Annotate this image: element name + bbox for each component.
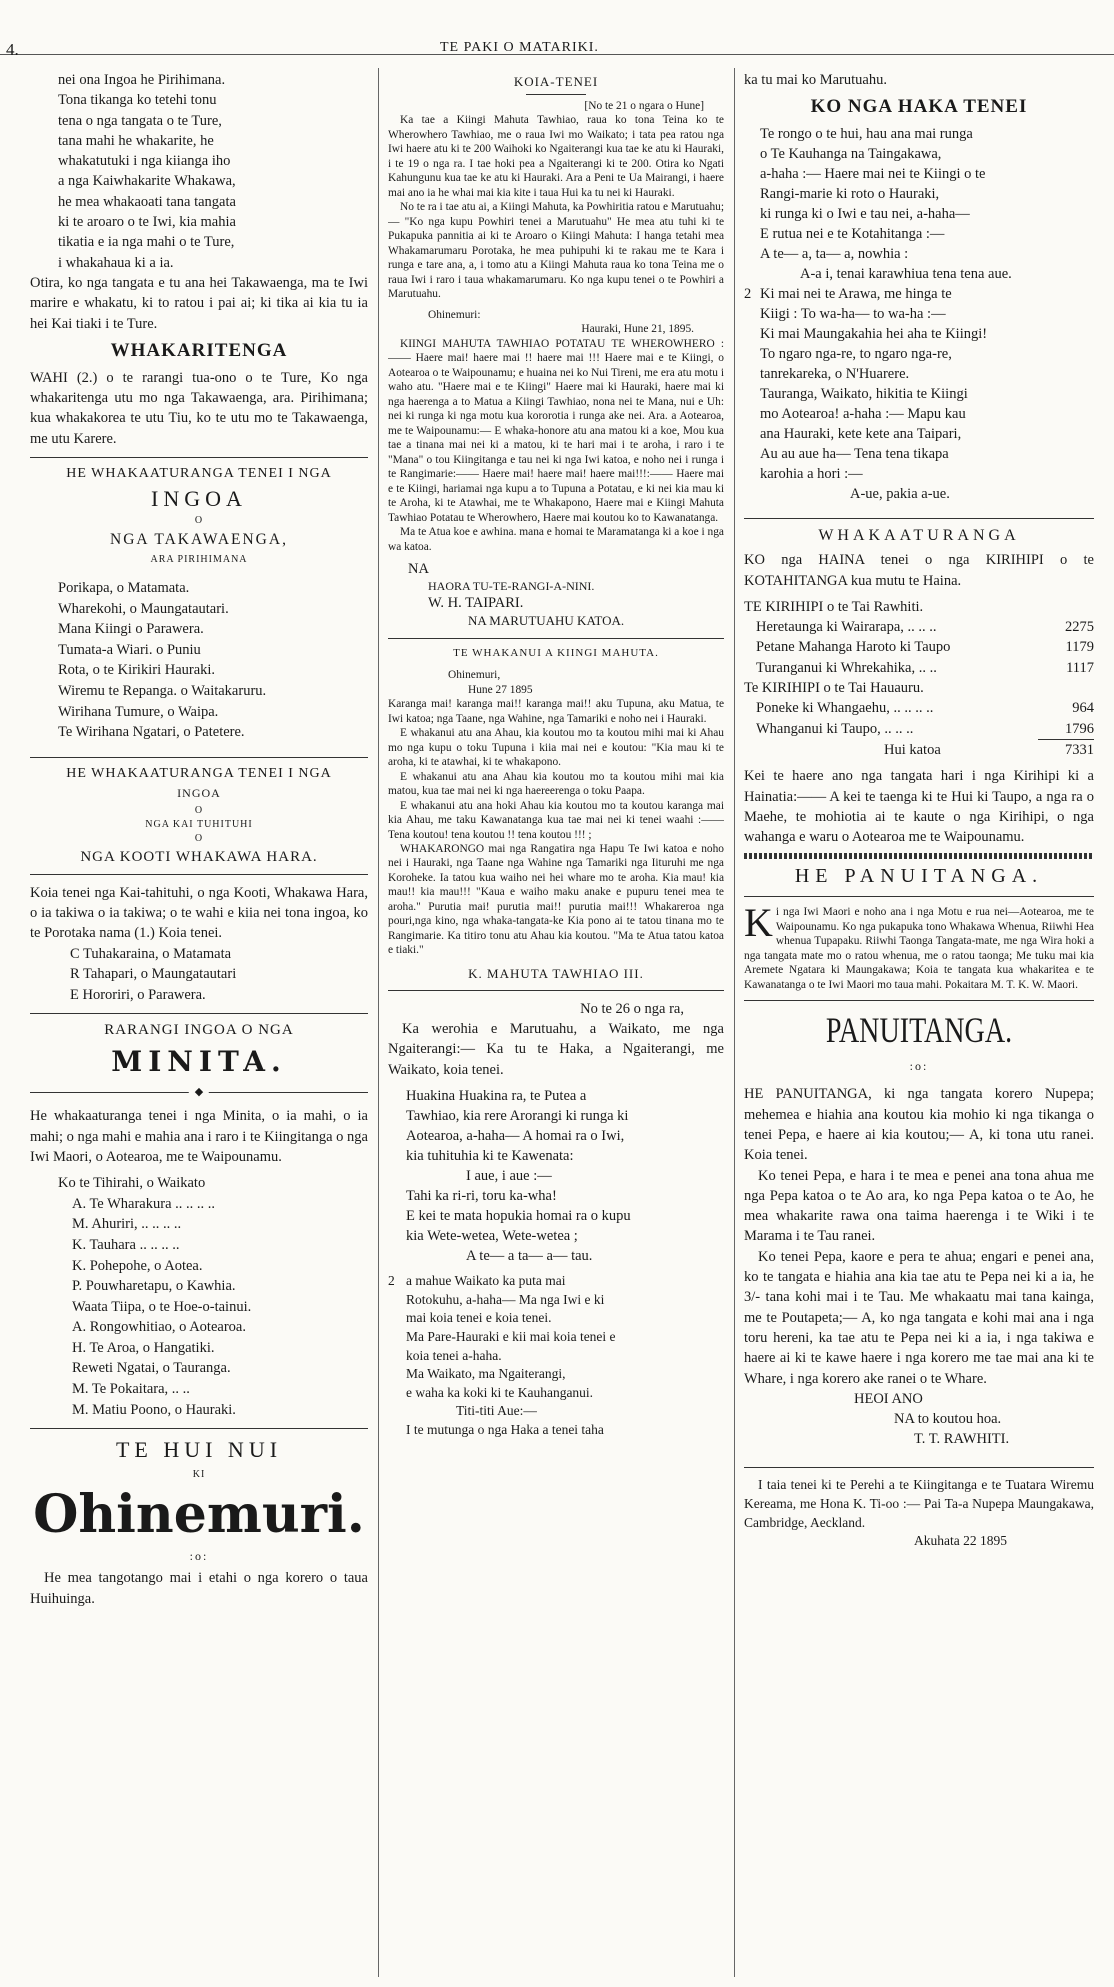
whakanui-paragraph: WHAKARONGO mai nga Rangatira nga Hapu Te Iwi katoa e noho nei i Hauraki, nga Taane nga Wahine nga Tamariki nga Iituruhi me nga Koroheke. Ia tatou kua waiho nei hei whare mo te aroha. Kia mau! kia mau!! kia mau!!! "Kaua e waiho maku anake e pupuru tenei mea te aroha." Purutia mai! purutia mai!! purutia mai!!! Whakareroa nga pouri,nga kino, nga whaka-tangata-ke Kia pono ai te tatou tinana mo te Rangimarie. Ka titiro tonu atu Ahau kia koutou. "Ma te Atua tatou katoa e tiaki." xyxy=(388,843,724,957)
list-item: K. Pohepohe, o Aotea. xyxy=(72,1257,203,1274)
place-cell: Heretaunga ki Wairarapa, .. .. .. xyxy=(756,619,937,636)
verse-line: ki runga ki o Iwi e tau nei, a-haha— xyxy=(760,206,970,223)
page-number: 4. xyxy=(6,40,19,59)
notice-heading-ingoa: INGOA xyxy=(151,486,247,512)
koia-tenei-heading: KOIA-TENEI xyxy=(513,74,599,89)
intro-line: nei ona Ingoa he Pirihimana. xyxy=(58,72,226,88)
otira-paragraph: Otira, ko nga tangata e tu ana hei Takawaenga, ma te Iwi marire e whakatu, ki to ratou i pai ai; ki tika ai kia tu ia hei Kai tiaki i te Ture. xyxy=(30,274,368,332)
column-3 xyxy=(744,70,1094,1977)
verse-line: A te— a, ta— a, nowhia : xyxy=(760,246,909,263)
verse-line: kia Wete-wetea, Wete-wetea ; xyxy=(406,1228,578,1245)
kooti-list xyxy=(30,944,368,1006)
divider xyxy=(30,1428,368,1429)
place-cell: Turanganui ki Whrekahika, .. .. xyxy=(756,659,937,676)
minita-notice xyxy=(30,1022,368,1420)
table-row xyxy=(744,637,1094,657)
list-item: R Tahapari, o Maungatautari xyxy=(70,966,237,983)
whakanui-paragraph: E whakanui atu ana Ahau, kia koutou mo ta koutou mihi mai ki Ahau mo nga kupu o toku Tupuna i kiia mai nei e koutou: "Kia mau ki te aroha, ki te atawhai, ki te whakapono. xyxy=(388,727,724,769)
continued-line: ka tu mai ko Marutuahu. xyxy=(744,72,887,88)
intro-line: tikatia e ia nga mahi o te Ture, xyxy=(58,234,235,251)
imprint: I taia tenei ki te Perehi a te Kiingitanga e te Tuatara Wiremu Kereama, me Hona K. Ti-oo :— Pai Ta-a Nupepa Maungakawa, Cambridge, Aeckland. xyxy=(744,1476,1094,1530)
count-cell: 1796 xyxy=(1065,720,1094,737)
count-cell: 1179 xyxy=(1065,639,1094,656)
panuitanga-heading: HE PANUITANGA. xyxy=(794,865,1044,888)
verse-line: Rotokuhu, a-haha— Ma nga Iwi e ki xyxy=(406,1291,605,1307)
notice-kooti: NGA KOOTI WHAKAWA HARA. xyxy=(80,848,318,865)
verse-line: Kiigi : To wa-ha— to wa-ha :— xyxy=(760,306,946,323)
divider xyxy=(30,1013,368,1014)
column-rule-2 xyxy=(734,68,735,1977)
verse-line: Ma Pare-Hauraki e kii mai koia tenei e xyxy=(406,1328,616,1344)
verse-line: E kei te mata hopukia homai ra o kupu xyxy=(406,1208,631,1225)
verse-line: To ngaro nga-re, to ngaro nga-re, xyxy=(760,346,952,363)
intro-line: tena o nga tangata o te Ture, xyxy=(58,112,222,129)
ingoa-notice xyxy=(30,466,368,743)
list-item: Wirihana Tumure, o Waipa. xyxy=(58,703,219,720)
newspaper-title: TE PAKI O MATARIKI. xyxy=(440,40,599,55)
intro-line: he mea whakaoati tana tangata xyxy=(58,193,236,210)
notice-takawaenga: NGA TAKAWAENGA, xyxy=(110,531,288,549)
divider xyxy=(744,1000,1094,1001)
place: Ohinemuri, xyxy=(448,669,501,682)
verse-line: Rangi-marie ki roto o Hauraki, xyxy=(760,186,940,203)
hui-body: He mea tangotango mai i etahi o nga korero o taua Huihuinga. xyxy=(30,1570,368,1607)
hui-ki: KI xyxy=(192,1469,206,1481)
article-paragraph: Ma te Atua koe e awhina. mana e homai te Maramatanga ki a koe i nga wa katoa. xyxy=(388,526,724,553)
verse-line: Tahi ka ri-ri, toru ka-wha! xyxy=(406,1188,557,1205)
verse-line: Te rongo o te hui, hau ana mai runga xyxy=(760,126,973,143)
whakanui-paragraph: E whakanui atu ana Ahau kia koutou mo ta koutou mihi mai kia matou, kua tae mai nei ki nga haereerenga o toku Paapa. xyxy=(388,770,724,798)
article-paragraph: KIINGI MAHUTA TAWHIAO POTATAU TE WHEROWHERO :—— Haere mai! haere mai !! haere mai !!! Haere mai e te Kiingi, o Aotearoa o te Waipounamu; e huaina nei ko Nui Tireni, me era atu motu i waho atu. "Haere mai e te Kiingi" Haere mai ki Hauraki, haere mai ki nga haerenga a to Matua a Kiingi Tawhiao, nona nei te Mana, nui e Uh: nei ki runga ki nga motu kua kororotia i runga ake nei. Ara. a Aotearoa, me te Waipounamu:— E whaka-honore atu ana matou ki a koe, Mou kua tae a tinana mai nei ki a matou, ki te hari mai i te aroha, i raro i te "Mana" o tou Kiingitanga e tau nei ki nga Iwi katoa, e noho nei i runga i te Rangimarie:—— Haere mai! haere mai! haere mai!!!:—— Haere mai e te Kiingi, hariamai nga kupu a to Tupuna a Potatau, e ki nei kia mau ki te Aroha, ki te Atawhai, me te Whakapono, Haere mai e Kiingi Mahuta Tawhiao Potatau te Wherowhero, Haere mai koutou ko to Kawanatanga. xyxy=(388,337,724,524)
minita-list xyxy=(30,1173,368,1420)
haka-date: No te 26 o nga ra, xyxy=(580,1000,684,1017)
haka-heading: KO NGA HAKA TENEI xyxy=(810,96,1028,118)
drop-cap: K xyxy=(744,900,773,946)
notice-kai-tuhituhi: NGA KAI TUHITUHI xyxy=(145,818,253,830)
hauauru-table xyxy=(744,698,1094,760)
sign-na: NA xyxy=(408,561,429,578)
kooti-notice xyxy=(30,766,368,1006)
column-1 xyxy=(30,70,368,1977)
verse-number: 2 xyxy=(744,286,752,303)
divider xyxy=(744,896,1094,897)
list-item: C Tuhakaraina, o Matamata xyxy=(70,945,232,962)
verse-line: A-a i, tenai karawhiua tena tena aue. xyxy=(800,266,1012,283)
minita-body: He whakaaturanga tenei i nga Minita, o ia mahi, o ia mahi; o nga mahi e mahia ana i raro i te Kiingitanga o nga Iwi Maori, o Aotearoa, me te Waipounamu. xyxy=(30,1108,368,1165)
panuitanga-big-heading: PANUITANGA. xyxy=(825,1010,1013,1051)
diamond-icon: ◆ xyxy=(189,1086,209,1098)
verse-line: mai koia tenei e koia tenei. xyxy=(406,1310,552,1326)
verse-line: o Te Kauhanga na Taingakawa, xyxy=(760,146,942,163)
notice-ingoa: INGOA xyxy=(177,785,221,800)
verse-line: Ki mai Maungakahia hei aha te Kiingi! xyxy=(760,326,988,343)
list-item: Te Wirihana Ngatari, o Patetere. xyxy=(58,724,245,741)
list-item: Wharekohi, o Maungatautari. xyxy=(58,600,229,617)
verse-line: koia tenei a-haha. xyxy=(406,1347,502,1363)
verse-line: karohia a hori :— xyxy=(760,466,863,483)
whakaritenga-heading: WHAKARITENGA xyxy=(110,339,288,361)
signatory: HAORA TU-TE-RANGI-A-NINI. xyxy=(428,578,595,593)
verse-line: Aotearoa, a-haha— A homai ra o Iwi, xyxy=(406,1128,625,1145)
intro-line: ki te aroaro o te Iwi, kia mahia xyxy=(58,214,236,231)
list-item: Reweti Ngatai, o Tauranga. xyxy=(72,1360,231,1377)
verse-line: E rutua nei e te Kotahitanga :— xyxy=(760,226,945,243)
date: Hauraki, Hune 21, 1895. xyxy=(581,323,694,336)
place-cell: Poneke ki Whangaehu, .. .. .. .. xyxy=(756,700,934,717)
total-label: Hui katoa xyxy=(884,741,941,758)
notice-heading: HE WHAKAATURANGA TENEI I NGA xyxy=(66,466,332,482)
count-cell: 1117 xyxy=(1066,659,1094,676)
hui-heading: TE HUI NUI xyxy=(115,1437,283,1463)
count-cell: 2275 xyxy=(1065,619,1094,636)
place-cell: Petane Mahanga Haroto ki Taupo xyxy=(756,639,951,656)
divider xyxy=(30,874,368,875)
separator: :o: xyxy=(909,1059,929,1074)
rawhiti-heading: TE KIRIHIPI o te Tai Rawhiti. xyxy=(744,598,924,615)
minita-heading: MINITA. xyxy=(111,1045,287,1079)
list-item: E Hororiri, o Parawera. xyxy=(70,986,206,1003)
kirihipi-body: Kei te haere ano nga tangata hari i nga Kirihipi ki a Hainatia:—— A kei te taenga ki te Hui ki Taupo, a nga ra o Maehe, te mohiotia ai te kaute o nga Kirihipi, o nga wahanga e waru o Aotearoa me te Waipounamu. xyxy=(744,768,1094,846)
list-item: A. Te Wharakura .. .. .. .. xyxy=(72,1195,216,1212)
list-item: H. Te Aroa, o Hangatiki. xyxy=(72,1339,215,1356)
kirihipi-intro: KO nga HAINA tenei o nga KIRIHIPI o te KOTAHITANGA kua mutu te Haina. xyxy=(744,552,1094,589)
divider xyxy=(388,638,724,639)
verse-line: I aue, i aue :— xyxy=(466,1168,552,1185)
wahi-paragraph: WAHI (2.) o te rarangi tua-ono o te Ture, Ko nga whakaritenga utu mo nga Takawaenga, ara. Pirihimana; kua whakakorea te utu Tiu, ko te utu mo te Takawaenga, me utu Karere. xyxy=(30,369,368,447)
pirihimana-intro xyxy=(30,70,368,273)
verse-line: A-ue, pakia a-ue. xyxy=(850,486,950,503)
verse-number: 2 xyxy=(388,1273,395,1289)
count-cell: 964 xyxy=(1072,700,1094,717)
hui-notice xyxy=(30,1437,368,1609)
divider xyxy=(30,457,368,458)
list-item: Mana Kiingi o Parawera. xyxy=(58,621,204,638)
notice-body: i nga Iwi Maori e noho ana i nga Motu e rua nei—Aotearoa, me te Waipounamu. Ko nga pukapuka tono Whakawa Whenua, Riiwhi Hea whenua Tupapaku. Riiwhi Taonga Tangata-mate, me nga Wira hoki a nga tangata mate mo o ratou whenua, me o ratou taonga; Me tuku mai kia Aremete Ngatara ki Maungakawa; Koia te tangata kua whakaritea e te Kawanatanga o te Iwi Maori mo taua mahi. Pokaitara M. T. K. W. Maori. xyxy=(744,906,1094,991)
verse-line: a mahue Waikato ka puta mai xyxy=(406,1273,566,1289)
heoi-ano: HEOI ANO xyxy=(854,1390,923,1407)
list-item: A. Rongowhitiao, o Aotearoa. xyxy=(72,1319,246,1336)
place: Ohinemuri: xyxy=(428,308,481,321)
list-item: K. Tauhara .. .. .. .. xyxy=(72,1236,180,1253)
panuitanga-notice xyxy=(744,900,1094,992)
table-row xyxy=(744,719,1094,740)
verse-line: I te mutunga o nga Haka a tenei taha xyxy=(406,1422,604,1438)
verse-line: Ma Waikato, ma Ngaiterangi, xyxy=(406,1366,566,1382)
divider xyxy=(30,757,368,758)
intro-line: a nga Kaiwhakarite Whakawa, xyxy=(58,173,236,190)
notice-o: O xyxy=(194,515,204,527)
ornament-rule xyxy=(30,1086,368,1098)
intro-line: tana mahi he whakarite, he xyxy=(58,132,214,149)
verse-line: e waha ka koki ki te Kauhanganui. xyxy=(406,1384,594,1400)
whakaaturanga-heading: WHAKAATURANGA xyxy=(818,527,1020,545)
notice-heading: HE WHAKAATURANGA TENEI I NGA xyxy=(66,765,332,781)
ohinemuri-heading: Ohinemuri. xyxy=(33,1484,365,1546)
panuitanga-paragraph: Ko tenei Pepa, e hara i te mea e penei ana tona ahua me nga Pepa katoa o te Ao ara, ko nga Pepa katoa o te Ao, he mea whakarite rawa ona taima haerenga i te Wiki i te Marama i te Tau ranei. xyxy=(744,1167,1094,1245)
divider xyxy=(744,518,1094,519)
verse-line: a-haha :— Haere mai nei te Kiingi o te xyxy=(760,166,986,183)
short-rule xyxy=(526,94,586,95)
article-paragraph: Ka tae a Kiingi Mahuta Tawhiao, raua ko tona Teina ko te Wherowhero Tawhiao, me o raua Iwi mo Waikato; i tata pea ratou nga Iwi haere atu ki te 200 Waihoki ko Ngaiterangi kua tae ke atu ki Hauraki, i te 19 o nga ra. I tae hoki pea a Ngaiterangi ki te 200. Otira ko Ngati Kahungunu kua tae ke atu ki Hauraki. Ara a Peni te Ua Mairangi, i haere mai ano ia he whai mai kia kite i taua Hui ka tu nei ki Hauraki. xyxy=(388,114,724,199)
verse-line: kia tuhituhia ki te Kawenata: xyxy=(406,1148,574,1165)
table-row xyxy=(744,658,1094,678)
whakanui-heading: TE WHAKANUI A KIINGI MAHUTA. xyxy=(453,647,659,660)
whakanui-paragraph: Karanga mai! karanga mai!! karanga mai!! aku Tupuna, aku Matua, te Iwi katoa; nga Taane, nga Wahine, nga Tamariki e noho nei i Hauraki. xyxy=(388,698,724,725)
divider xyxy=(388,990,724,991)
signatory: W. H. TAIPARI. xyxy=(428,595,524,612)
sign-off: NA to koutou hoa. xyxy=(894,1410,1002,1427)
intro-line: Tona tikanga ko tetehi tonu xyxy=(58,92,217,109)
imprint-date: Akuhata 22 1895 xyxy=(914,1533,1007,1549)
column-2 xyxy=(388,70,724,1977)
table-row xyxy=(744,698,1094,718)
intro-line: whakatutuki i nga kiianga iho xyxy=(58,153,231,170)
list-item: Waata Tiipa, o te Hoe-o-tainui. xyxy=(72,1298,252,1315)
list-item: Ko te Tihirahi, o Waikato xyxy=(58,1175,206,1192)
date: Hune 27 1895 xyxy=(468,683,533,696)
haka-intro: Ka werohia e Marutuahu, a Waikato, me nga Ngaiterangi:— Ka tu te Haka, a Ngaiterangi, me Waikato, koia tenei. xyxy=(388,1021,724,1078)
panuitanga-paragraph: HE PANUITANGA, ki nga tangata korero Nupepa; mehemea e hiahia ana koutou kia mohio ki nga tikanga o tenei Pepa, e haere ai kia koutou;— A, ki tona utu ranei. Koia tenei. xyxy=(744,1086,1094,1164)
dateline: [No te 21 o ngara o Hune] xyxy=(584,100,704,112)
notice-heading: RARANGI INGOA O NGA xyxy=(104,1022,294,1039)
haka-verse-2 xyxy=(388,1272,724,1440)
verse-line: Au au aue ha— Tena tena tikapa xyxy=(760,446,949,463)
author-name: T. T. RAWHITI. xyxy=(914,1430,1010,1447)
notice-o: O xyxy=(194,804,204,816)
verse-line: Ki mai nei te Arawa, me hinga te xyxy=(760,286,952,303)
verse-line: mo Aotearoa! a-haha :— Mapu kau xyxy=(760,406,966,423)
hauauru-heading: Te KIRIHIPI o te Tai Hauauru. xyxy=(744,680,924,697)
place-cell: Whanganui ki Taupo, .. .. .. xyxy=(756,720,914,737)
verse-line: Huakina Huakina ra, te Putea a xyxy=(406,1088,587,1105)
pirihimana-list xyxy=(30,578,368,743)
list-item: Tumata-a Wiari. o Puniu xyxy=(58,641,201,658)
rawhiti-table xyxy=(744,617,1094,678)
list-item: M. Te Pokaitara, .. .. xyxy=(72,1380,190,1397)
list-item: M. Matiu Poono, o Hauraki. xyxy=(72,1401,236,1418)
notice-pirihimana: ARA PIRIHIMANA xyxy=(150,554,248,566)
list-item: Wiremu te Repanga. o Waitakaruru. xyxy=(58,682,267,699)
separator: :o: xyxy=(189,1549,209,1564)
signatories xyxy=(388,560,724,630)
verse-line: Tauranga, Waikato, hikitia te Kiingi xyxy=(760,386,968,403)
verse-line: A te— a ta— a— tau. xyxy=(466,1248,593,1265)
page-header xyxy=(0,30,1114,59)
total-count: 7331 xyxy=(1038,739,1094,760)
verse-line: Tawhiao, kia rere Arorangi ki runga ki xyxy=(406,1108,629,1125)
ornament-rule xyxy=(744,853,1094,859)
verse-line: ana Hauraki, kete kete ana Taipari, xyxy=(760,426,962,443)
list-item: M. Ahuriri, .. .. .. .. xyxy=(72,1216,182,1233)
haka-verse-1 xyxy=(388,1086,724,1266)
table-row xyxy=(744,617,1094,637)
total-row xyxy=(744,739,1094,760)
whakanui-paragraph: E whakanui atu ana hoki Ahau kia koutou mo ta koutou karanga mai kia Ahau, me taku Kawanatanga kua tae mai nei ki tenei waahi :—— Tena koutou! tena koutou !! tena koutou !!! ; xyxy=(388,799,724,841)
divider xyxy=(744,1467,1094,1468)
intro-line: i whakahaua ki a ia. xyxy=(58,254,174,271)
article-paragraph: No te ra i tae atu ai, a Kiingi Mahuta, ka Powhiritia ratou e Marutuahu;— "Ko nga kupu Powhiri tenei a Marutuahu" He mea atu tuhi ki te Pukapuka pannitia ai ki te Aroaro o Kiingi Mahuta: I hanga tetahi mea Whakamarumaru Porotaka, he mea puhipuhi ki te rakau me te Kara i runga e tare ana, a, i tomo atu a Kiingi Mahuta raua ko tona Teina me o raua Iwi i raro i taua whakamarumaru. Ko nga kupu tenei o te Powhiri a Marutuahu. xyxy=(388,201,724,301)
list-item: Rota, o te Kirikiri Hauraki. xyxy=(58,662,216,679)
panuitanga-paragraph: Ko tenei Pepa, kaore e pera te ahua; engari e penei ana, ko te tangata e hiahia ana kia tae atu te Pepa nei ki a ia, he 3/- tana kohi mai i te Tau. Me whakaatu mai tana kainga, me te Poutapeta;— A, ko nga tangata e kohi mai ana i nga toru hereni, ka tae atu te Pepa nei ki a ia, i nga takiwa e haere ai ki te kawe haere i nga korero me tae mai ana ki te Whare, i nga korero ake ranei o te Whare. xyxy=(744,1248,1094,1387)
list-item: P. Pouwharetapu, o Kawhia. xyxy=(72,1278,236,1295)
kooti-body: Koia tenei nga Kai-tahituhi, o nga Kooti, Whakawa Hara, o ia takiwa o ia takiwa; o te wahi e kiia nei tona ingoa, ko te Porotaka nama (1.) Koia tenei. xyxy=(30,884,368,942)
haka-verse-2 xyxy=(744,284,1094,504)
notice-o: O xyxy=(194,832,204,844)
mahuta-signature: K. MAHUTA TAWHIAO III. xyxy=(468,965,644,981)
list-item: Porikapa, o Matamata. xyxy=(58,580,190,597)
verse-line: tanrekareka, o N'Huarere. xyxy=(760,366,910,383)
column-rule-1 xyxy=(378,68,379,1977)
verse-line: Titi-titi Aue:— xyxy=(456,1403,537,1419)
haka-verse-1 xyxy=(744,124,1094,284)
signatory: NA MARUTUAHU KATOA. xyxy=(468,613,625,629)
